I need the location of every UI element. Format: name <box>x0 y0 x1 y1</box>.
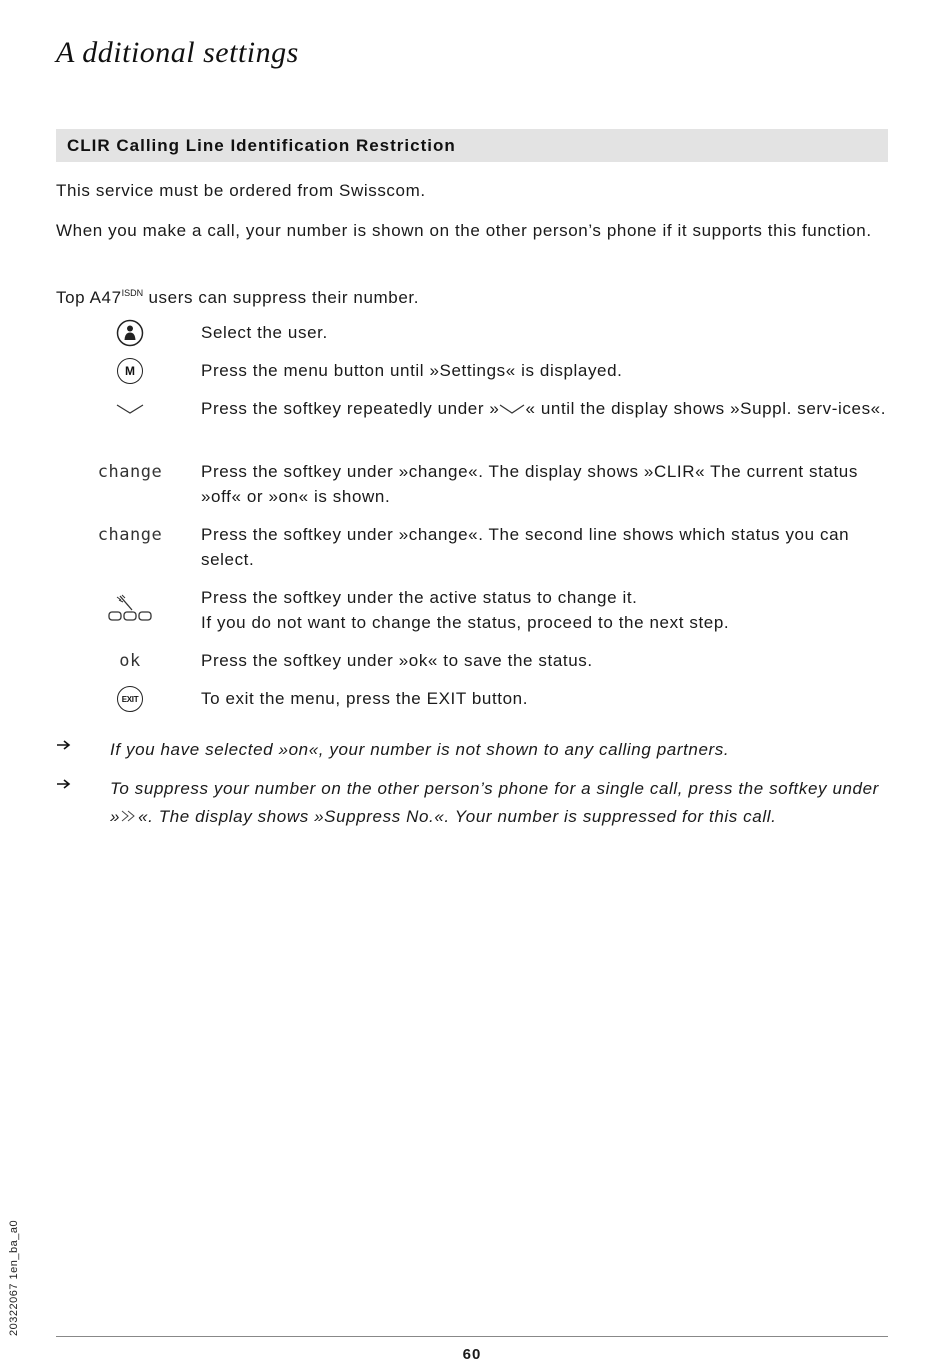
step-text-line-1: Press the softkey under the active status to change it. <box>201 588 638 607</box>
footer-divider <box>56 1336 888 1337</box>
intro-paragraph-3-text: users can suppress their number. <box>143 288 420 307</box>
user-button-icon <box>80 318 180 348</box>
product-superscript: ISDN <box>121 288 144 298</box>
step-text: To exit the menu, press the EXIT button. <box>201 689 529 708</box>
exit-button-glyph: EXIT <box>117 686 143 712</box>
page-title: A dditional settings <box>56 36 299 69</box>
scroll-softkey-icon <box>80 394 180 424</box>
arrow-right-icon <box>56 738 72 756</box>
intro-paragraph-3 <box>56 281 876 310</box>
step-text <box>201 585 891 635</box>
display-change-text: change <box>97 462 163 482</box>
step-text-end: « until the display shows »Suppl. serv-ices«. <box>525 399 887 418</box>
menu-button-glyph: M <box>117 358 143 384</box>
step-text: Press the softkey under »change«. The display shows »CLIR« The current status »off« or »on« is shown. <box>201 462 858 506</box>
note-text: If you have selected »on«, your number is not shown to any calling partners. <box>110 740 730 759</box>
step-text <box>201 396 891 421</box>
display-change-label <box>80 520 180 550</box>
section-title: CLIR Calling Line Identification Restriction <box>67 135 456 155</box>
display-ok-text: ok <box>119 651 141 671</box>
step-text: Press the softkey under »ok« to save the status. <box>201 651 593 670</box>
display-change-label <box>80 457 180 487</box>
softkey-row-icon <box>80 593 180 623</box>
product-name: Top A47 <box>56 288 122 307</box>
step-text-line-2: If you do not want to change the status, proceed to the next step. <box>201 613 730 632</box>
arrow-right-icon <box>56 777 72 795</box>
document-code: 20322067 1en_ba_a0 <box>8 1219 20 1336</box>
menu-button-icon <box>80 356 180 386</box>
exit-button-icon <box>80 684 180 714</box>
section-header <box>56 129 888 162</box>
note-text-start: To suppress your number on the other person’s phone for a single call, press the softkey under » <box>110 779 879 826</box>
intro-paragraph-1: This service must be ordered from Swisscom. <box>56 181 426 200</box>
note-text-end: «. The display shows »Suppress No.«. Your number is suppressed for this call. <box>138 807 777 826</box>
scroll-softkey-inline-icon <box>499 403 525 415</box>
note-text <box>110 775 890 831</box>
display-ok-label <box>80 646 180 676</box>
page-number: 60 <box>462 1346 482 1363</box>
double-chevron-icon <box>120 809 138 823</box>
step-text: Press the softkey under »change«. The second line shows which status you can select. <box>201 525 850 569</box>
display-change-text: change <box>97 525 163 545</box>
step-text-start: Press the softkey repeatedly under » <box>201 399 500 418</box>
intro-paragraph-2: When you make a call, your number is shown on the other person’s phone if it supports this function. <box>56 221 872 240</box>
step-text: Select the user. <box>201 323 328 342</box>
step-text: Press the menu button until »Settings« is displayed. <box>201 361 623 380</box>
